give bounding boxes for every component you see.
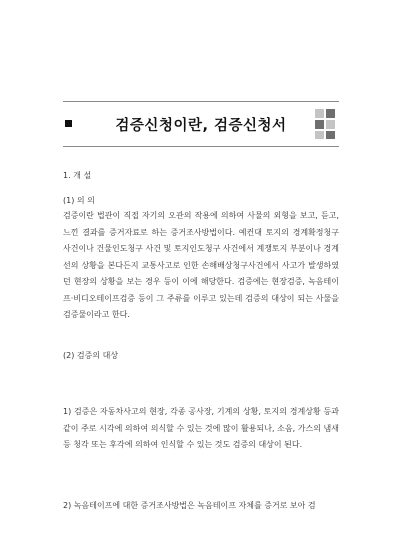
paragraph-definition: 검증이란 법관이 직접 자기의 오관의 작용에 의하여 사물의 외형을 보고, 듣고, 느낀 결과를 증거자료로 하는 증거조사방법이다. 예컨대 토지의 경계확정청구 사건이나 건물인도청구 사건 및 토지인도청구 사건에서 계쟁토지 부분이나 경계선의 상황을 본다든지 교통사고로 인한 손해배상청구사건에서 사고가 발생하였던 현장의 상황을 보는 경우 등이 이에 해당한다. 검증에는 현장검증, 녹음테이프·비디오테이프검증 등이 그 주류를 이루고 있는데 검증의 대상이 되는 사물을 검증물이라고 한다. (63, 211, 339, 319)
paragraph-inspection-targets: 1) 검증은 자동차사고의 현장, 각종 공사장, 기계의 상황, 토지의 경계상황 등과 같이 주로 시각에 의하여 의식할 수 있는 것에 많이 활용되나, 소음, 가스의 냄새 등 청각 또는 후각에 의하여 인식할 수 있는 것도 검증의 대상이 된다. (63, 407, 339, 449)
title-box (63, 101, 339, 147)
grid-decoration-icon (315, 109, 337, 139)
paragraph-recording-tape: 2) 녹음테이프에 대한 증거조사방법은 녹음테이프 자체를 증거로 보아 검 (63, 501, 316, 510)
section-heading: 1. 개 설 (63, 171, 92, 180)
document-title: 검증신청이란, 검증신청서 (115, 118, 287, 134)
subsection-heading-subject: (2) 검증의 대상 (63, 351, 119, 360)
subsection-heading-meaning: (1) 의 의 (63, 196, 95, 205)
